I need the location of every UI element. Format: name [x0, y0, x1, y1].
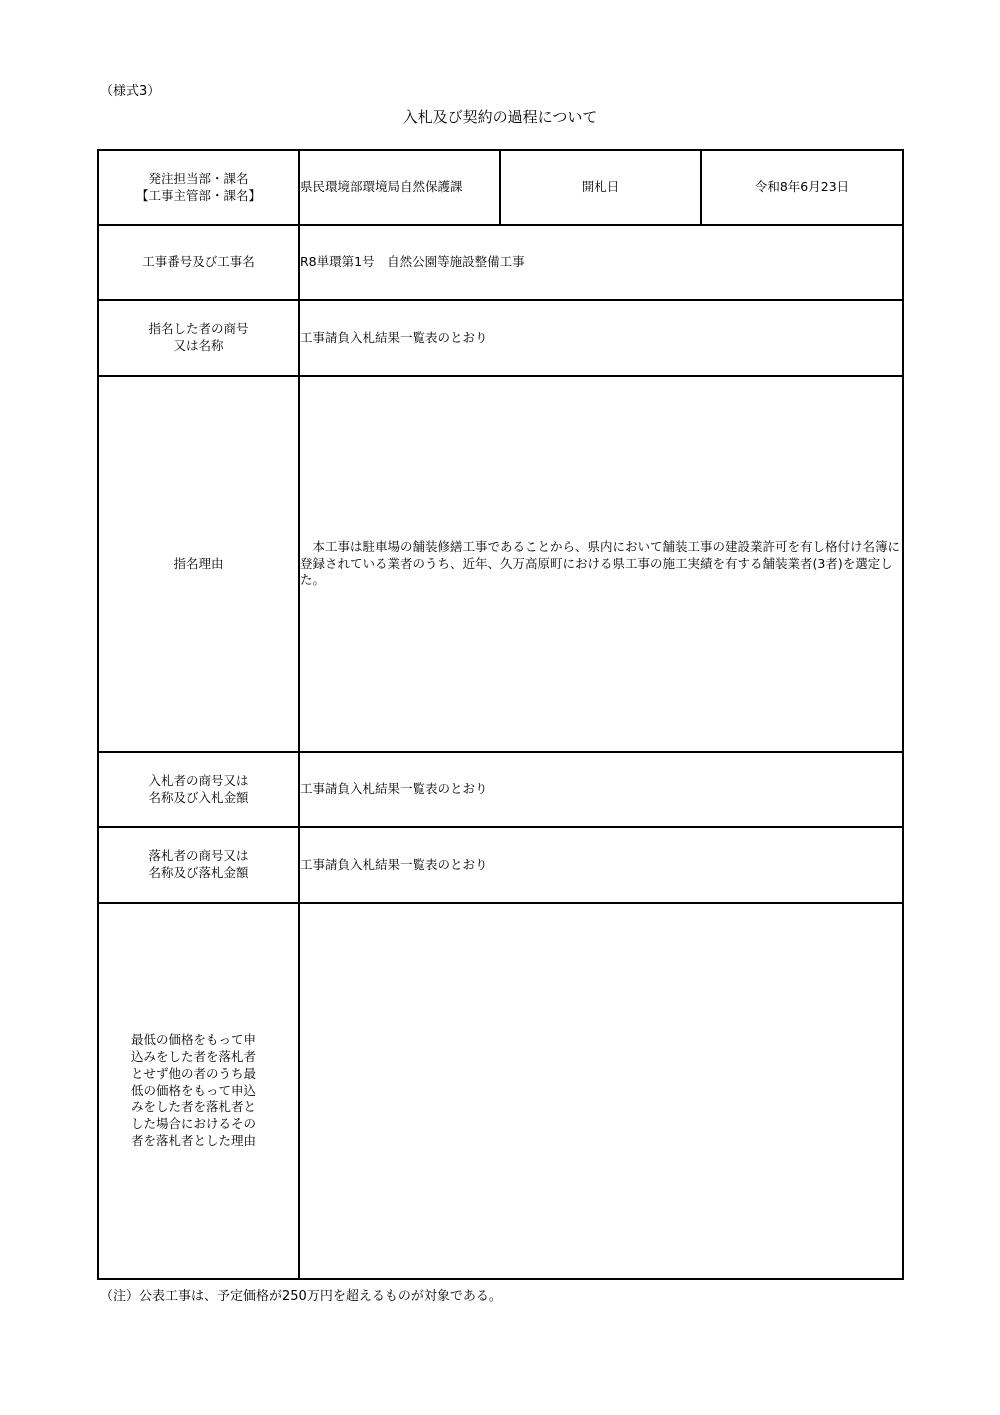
department-label-line2: 【工事主管部・課名】	[135, 187, 261, 203]
nominees-label	[98, 300, 299, 376]
row-lowest-reason	[98, 903, 903, 1279]
lowest-reason-label	[98, 903, 299, 1279]
procurement-form-table	[97, 149, 904, 1280]
document-title: 入札及び契約の過程について	[402, 108, 598, 126]
reason-value	[299, 376, 903, 752]
bidders-value: 工事請負入札結果一覧表のとおり	[299, 752, 903, 827]
department-label	[98, 150, 299, 225]
row-bidders	[98, 752, 903, 827]
bidders-label-line2: 名称及び入札金額	[148, 789, 249, 805]
footnote: （注）公表工事は、予定価格が250万円を超えるものが対象である。	[100, 1289, 502, 1304]
nominees-label-line2: 又は名称	[173, 338, 224, 353]
lowest-reason-value	[299, 903, 903, 1279]
nominees-value: 工事請負入札結果一覧表のとおり	[299, 300, 903, 376]
reason-label: 指名理由	[98, 376, 299, 752]
work-value: R8単環第1号 自然公園等施設整備工事	[299, 225, 903, 300]
winner-label-line1: 落札者の商号又は	[148, 848, 249, 864]
department-label-line1: 発注担当部・課名	[148, 170, 249, 186]
winner-label-line2: 名称及び落札金額	[148, 865, 249, 880]
row-winner	[98, 827, 903, 903]
opening-date-label: 開札日	[500, 150, 701, 225]
department-value: 県民環境部環境局自然保護課	[299, 150, 500, 225]
winner-label	[98, 827, 299, 903]
reason-text: 本工事は駐車場の舗装修繕工事であることから、県内において舗装工事の建設業許可を有し格付け名簿に登録されている業者のうち、近年、久万高原町における県工事の施工実績を有する舗装業者(3者)を選定した。	[300, 538, 901, 588]
work-label: 工事番号及び工事名	[98, 225, 299, 300]
bidders-label	[98, 752, 299, 827]
bidders-label-line1: 入札者の商号又は	[148, 772, 249, 788]
row-work	[98, 225, 903, 300]
nominees-label-line1: 指名した者の商号	[148, 321, 249, 337]
lowest-reason-label-text: 最低の価格をもって申込みをした者を落札者とせず他の者のうち最低の価格をもって申込みをした者を落札者とした場合におけるその者を落札者とした理由	[131, 1031, 257, 1149]
form-number: （様式3）	[100, 84, 161, 99]
opening-date-value: 令和8年6月23日	[701, 150, 903, 225]
row-department	[98, 150, 903, 225]
winner-value: 工事請負入札結果一覧表のとおり	[299, 827, 903, 903]
row-nominees	[98, 300, 903, 376]
row-reason	[98, 376, 903, 752]
